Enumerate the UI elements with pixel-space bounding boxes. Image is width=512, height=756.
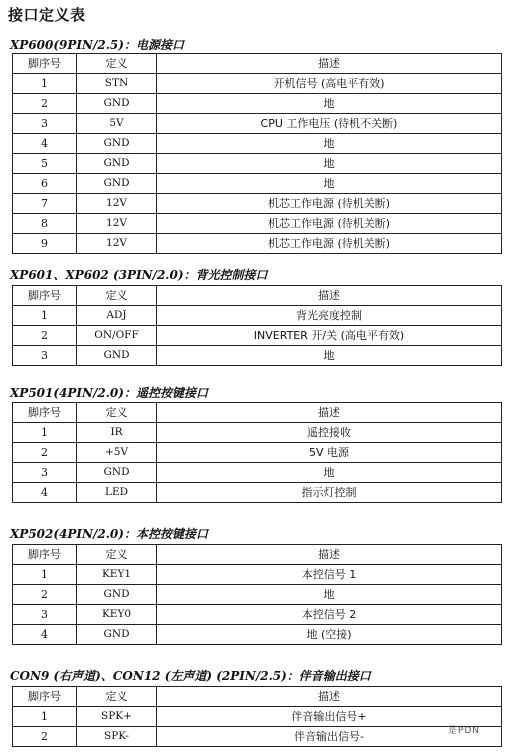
page-title: 接口定义表 (8, 6, 86, 24)
desc-cell: 本控信号 2 (157, 605, 502, 625)
section-title-xp501: XP501(4PIN/2.0)：遥控按键接口 (10, 386, 208, 400)
header-def: 定义 (77, 403, 157, 423)
table-header-row (13, 545, 502, 565)
table-row (13, 585, 502, 605)
table-row (13, 74, 502, 94)
desc-cell: 机芯工作电源 (待机关断) (157, 234, 502, 254)
table-xp600 (12, 53, 502, 254)
def-cell: GND (77, 94, 157, 114)
def-cell: KEY1 (77, 565, 157, 585)
header-pin: 脚序号 (13, 403, 77, 423)
section-title-con9-con12: CON9 (右声道)、CON12 (左声道) (2PIN/2.5)：伴音输出接口 (10, 669, 371, 683)
def-cell: 12V (77, 234, 157, 254)
table-row (13, 134, 502, 154)
table-row (13, 443, 502, 463)
def-cell: GND (77, 346, 157, 366)
desc-cell: 伴音输出信号+ (157, 707, 502, 727)
pin-cell: 9 (13, 234, 77, 254)
table-row (13, 214, 502, 234)
pin-cell: 2 (13, 326, 77, 346)
def-cell: 12V (77, 214, 157, 234)
desc-cell: CPU 工作电压 (待机不关断) (157, 114, 502, 134)
def-cell: SPK- (77, 727, 157, 747)
def-cell: ADJ (77, 306, 157, 326)
table-con9-con12 (12, 686, 502, 747)
def-cell: SPK+ (77, 707, 157, 727)
pin-cell: 3 (13, 114, 77, 134)
header-def: 定义 (77, 286, 157, 306)
pin-cell: 2 (13, 727, 77, 747)
table-row (13, 423, 502, 443)
desc-cell: 地 (157, 346, 502, 366)
pin-cell: 3 (13, 346, 77, 366)
pin-cell: 8 (13, 214, 77, 234)
desc-cell: 机芯工作电源 (待机关断) (157, 194, 502, 214)
table-row (13, 605, 502, 625)
pin-cell: 1 (13, 423, 77, 443)
table-xp502 (12, 544, 502, 645)
desc-cell: 开机信号 (高电平有效) (157, 74, 502, 94)
pin-cell: 4 (13, 483, 77, 503)
table-row (13, 483, 502, 503)
def-cell: GND (77, 463, 157, 483)
table-header-row (13, 54, 502, 74)
table-row (13, 727, 502, 747)
def-cell: ON/OFF (77, 326, 157, 346)
desc-cell: 地 (157, 94, 502, 114)
desc-cell: 地 (157, 134, 502, 154)
header-desc: 描述 (157, 687, 502, 707)
header-def: 定义 (77, 545, 157, 565)
desc-cell: 地 (157, 585, 502, 605)
def-cell: IR (77, 423, 157, 443)
desc-cell: 遥控接收 (157, 423, 502, 443)
pin-cell: 2 (13, 94, 77, 114)
def-cell: GND (77, 134, 157, 154)
pin-cell: 7 (13, 194, 77, 214)
def-cell: GND (77, 625, 157, 645)
pin-cell: 2 (13, 443, 77, 463)
table-row (13, 174, 502, 194)
pin-cell: 1 (13, 306, 77, 326)
table-row (13, 94, 502, 114)
header-pin: 脚序号 (13, 54, 77, 74)
header-desc: 描述 (157, 545, 502, 565)
pin-cell: 4 (13, 134, 77, 154)
def-cell: STN (77, 74, 157, 94)
def-cell: GND (77, 174, 157, 194)
table-header-row (13, 286, 502, 306)
def-cell: GND (77, 154, 157, 174)
watermark: 是PDN (447, 726, 480, 736)
def-cell: +5V (77, 443, 157, 463)
pin-cell: 2 (13, 585, 77, 605)
pin-cell: 1 (13, 74, 77, 94)
section-title-xp601-xp602: XP601、XP602 (3PIN/2.0)：背光控制接口 (10, 268, 268, 282)
table-row (13, 625, 502, 645)
table-row (13, 306, 502, 326)
table-xp601-xp602 (12, 285, 502, 366)
header-def: 定义 (77, 54, 157, 74)
desc-cell: INVERTER 开/关 (高电平有效) (157, 326, 502, 346)
header-pin: 脚序号 (13, 286, 77, 306)
header-def: 定义 (77, 687, 157, 707)
table-row (13, 707, 502, 727)
def-cell: LED (77, 483, 157, 503)
pin-cell: 1 (13, 707, 77, 727)
def-cell: KEY0 (77, 605, 157, 625)
pin-cell: 4 (13, 625, 77, 645)
desc-cell: 伴音输出信号- (157, 727, 502, 747)
table-xp501 (12, 402, 502, 503)
header-pin: 脚序号 (13, 545, 77, 565)
table-header-row (13, 403, 502, 423)
table-row (13, 234, 502, 254)
desc-cell: 地 (157, 154, 502, 174)
def-cell: 12V (77, 194, 157, 214)
pin-cell: 3 (13, 463, 77, 483)
section-title-xp502: XP502(4PIN/2.0)：本控按键接口 (10, 527, 208, 541)
desc-cell: 背光亮度控制 (157, 306, 502, 326)
table-row (13, 346, 502, 366)
table-row (13, 154, 502, 174)
pin-cell: 1 (13, 565, 77, 585)
header-desc: 描述 (157, 286, 502, 306)
desc-cell: 地 (157, 463, 502, 483)
desc-cell: 机芯工作电源 (待机关断) (157, 214, 502, 234)
section-title-xp600: XP600(9PIN/2.5)：电源接口 (10, 38, 184, 52)
desc-cell: 地 (157, 174, 502, 194)
header-desc: 描述 (157, 403, 502, 423)
header-pin: 脚序号 (13, 687, 77, 707)
desc-cell: 地 (空接) (157, 625, 502, 645)
pin-cell: 3 (13, 605, 77, 625)
table-row (13, 326, 502, 346)
pin-cell: 5 (13, 154, 77, 174)
table-row (13, 565, 502, 585)
table-row (13, 194, 502, 214)
desc-cell: 5V 电源 (157, 443, 502, 463)
desc-cell: 本控信号 1 (157, 565, 502, 585)
table-row (13, 114, 502, 134)
def-cell: GND (77, 585, 157, 605)
table-header-row (13, 687, 502, 707)
desc-cell: 指示灯控制 (157, 483, 502, 503)
pin-cell: 6 (13, 174, 77, 194)
table-row (13, 463, 502, 483)
header-desc: 描述 (157, 54, 502, 74)
def-cell: 5V (77, 114, 157, 134)
